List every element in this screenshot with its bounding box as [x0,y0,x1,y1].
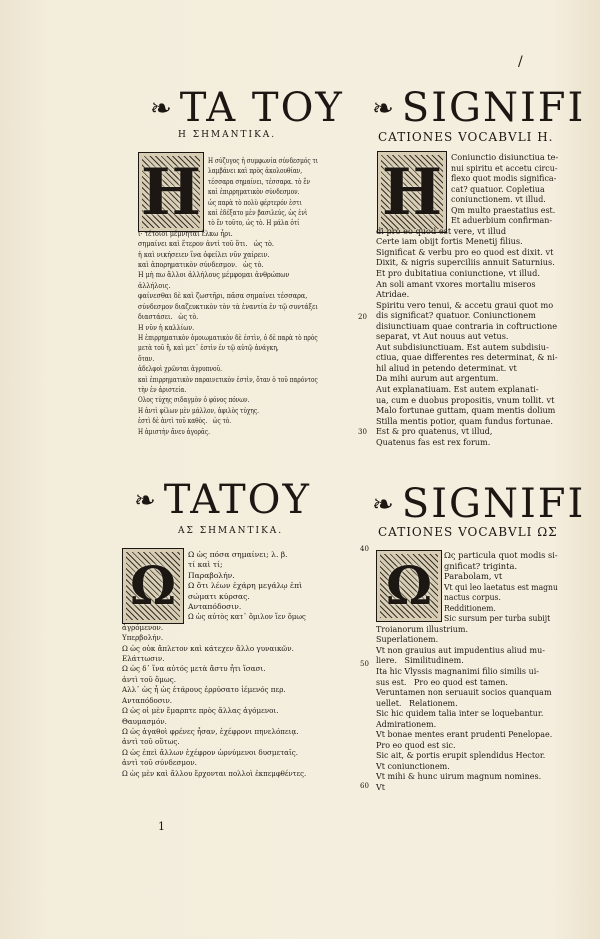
latin-text-bottom [376,551,572,794]
text-line: σώματι κύρσας. [188,591,250,601]
text-line: ἀδελφοὶ χρῶνται ἀγρυπνοῦ. [138,364,223,374]
greek-dropcap-top: Η [138,152,204,232]
text-line: φαίνεσθαι δὲ καὶ ζωστῆρι, πᾶσα σημαίνει τέσσαρα, [138,291,308,301]
text-line: Malo fortunae guttam, quam mentis dolium [376,406,556,417]
line-number: 40 [360,545,369,553]
text-line: uellet. Relationem. [376,698,458,709]
text-line: disiunctiuam quae contraria in coftructione [376,321,558,332]
text-line: Ανταπόδοσιν. [122,695,173,705]
text-line: ὡς παρὰ τὸ πολὺ φέρτερόν ἐστι [208,197,302,207]
text-line: σημαίνει καὶ ἕτερον ἀντὶ τοῦ ὅτι. ὡς τὸ. [138,239,274,249]
text-line: Atridae. [376,290,410,301]
text-line: Admirationem. [376,719,437,730]
text-line: Sic hic quidem talia inter se loquebantur. [376,709,544,720]
ornament-icon: ❧ [372,94,396,124]
latin-subheading-top: CATIONES VOCABVLI H. [378,130,554,144]
text-line: Qm multo praestatius est. [451,205,556,216]
text-line: Ω ὡς πόσα σημαίνει; λ. β. [188,550,288,559]
text-line: Vt non grauius aut impudentius aliud mu- [376,645,545,656]
text-line: dis significat? quatuor. Coniunctionem [376,311,536,322]
text-line: Da mihi aurum aut argentum. [376,374,499,385]
greek-text-bottom [122,550,323,779]
text-line: Certe iam obijt fortis Menetij filius. [376,237,523,248]
text-line: Sic sursum per turba subijt [444,614,551,625]
text-line: ctiua, quae differentes res determinat, & ni- [376,353,558,364]
ornament-icon: ❧ [372,490,396,520]
text-line: Ολος τύχης σιδαγμὸν ὁ φόνος πόνων. [138,395,250,405]
text-line: flexo quot modis significa- [451,174,557,185]
text-line: Ω ὡς οὐκ ἄπλετον καὶ κάτεχεν ἄλλο γυναικῶν. [122,643,294,653]
text-line: τὸ ἓν τοῦτο, ὡς τὸ. Η μάλα ὁτί [208,218,300,228]
text-line: καὶ ἑπιρρηματικὸν σύνδεσμον. [208,187,300,197]
line-number: 30 [358,428,367,436]
text-line: cat? quatuor. Copletiua [451,184,545,195]
text-line: Ως particula quot modis si- [444,551,558,561]
text-line: Η ἐπιρρηματικὸν ὁμοιωματικὸν δὲ ἐστὶν, ὁ δὲ παρὰ τὸ πρὸς [138,332,318,342]
text-line: ἡ καὶ νικήσειεν ἵνα ὀφείλει νῦν χαίρειν. [138,249,270,259]
text-line: Stilla mentis potior, quam fundus fortunae. [376,416,553,427]
text-line: Η ἀντὶ φίλων μὲν μάλλον, ἀφιλὸς τύχης. [138,405,259,415]
text-line: Θαυμασμόν. [122,716,167,726]
latin-dropcap-top: H [377,151,447,233]
ornament-icon: ❧ [134,486,158,516]
text-line: Ω ὡς μὲν καὶ ἄλλου ἔρχονται πολλοὶ ἐκπεμφθέντες. [122,768,307,778]
corner-mark: / [518,54,523,70]
greek-heading-bottom: ❧ TATOY [134,477,311,523]
text-line: Η ἀμιστὴν ἄνευ ἀγορᾶς. [138,426,210,436]
line-number: 60 [360,782,369,790]
text-line: Coniunctio disiunctiua te- [451,153,559,163]
text-line: nactus corpus. [444,593,501,604]
text-line: ι· τέτοιοι μέμνηται ἔλκω ἦρι. [138,228,233,238]
latin-heading-top: ❧ SIGNIFI [372,85,586,131]
text-line: Vt [376,783,385,794]
text-line: ἀντὶ τοῦ οὕτως. [122,737,180,747]
text-line: ἀλλήλοις. [138,280,171,290]
greek-subheading-top: Η ΣΗΜΑΝΤΙΚΑ. [178,130,277,140]
text-line: διαστάσει. ὡς τὸ. [138,312,199,322]
text-line: ἀντὶ τοῦ σύνδεσμον. [122,758,197,768]
text-line: Ω ὡς ἐπεὶ ἄλλων ἐχέφρον ὠρνύμενοι δυσμεταῖς. [122,747,299,757]
folio-mark: 1 [158,820,165,833]
latin-text-top [376,153,569,448]
text-line: Ω ὡς οἱ μὲν ἔμαρπτε πρὸς ἄλλας ἀγόμενοι. [122,706,279,716]
text-line: Υπερβολήν. [122,633,164,643]
text-line: Vt coniunctionem. [376,761,450,772]
line-number: 50 [360,660,369,668]
text-line: Ita hic Vlyssis magnanimi filio similis ui- [376,667,539,678]
text-line: Aut explanatiuam. Est autem explanati- [376,385,539,396]
text-line: Ω ὡς δ᾽ ἵνα αὐτός μετὰ ἄστυ ἦτι ἵσασι. [122,664,266,674]
text-line: Ελάττωσιν. [122,654,165,664]
latin-subheading-bottom: CATIONES VOCABVLI ΩΣ [378,525,558,539]
text-line: gnificat? triginta. [444,561,518,572]
text-line: Dixit, & nigris superciliis annuit Saturnius. [376,258,555,269]
text-line: liere. Similitudinem. [376,656,464,667]
text-line: σύνδεσμον διαζευκτικὸν τὸν τὰ ἐναντία ἐν τῷ συντάξει [138,301,318,311]
text-line: Η νῦν ἡ καλλίων. [138,322,195,332]
text-line: λαμβάνει καὶ πρὸς ἀκολουθίαν, [208,166,303,176]
greek-dropcap-bottom: Ω [122,548,184,624]
latin-dropcap-bottom: Ω [376,550,442,622]
greek-subheading-bottom: ΑΣ ΣΗΜΑΝΤΙΚΑ. [178,526,284,536]
text-line: Αλλ᾽ ὡς ἦ ὡς ἑτάρους ἐρρύσατο ἱέμενός περ. [122,685,286,695]
text-line: coniunctionem. vt illud. [451,195,546,206]
text-line: Significat & verbu pro eo quod est dixit. vt [376,247,554,258]
text-line: μετὰ τοῦ ἤ, καὶ μετ᾽ ἐστὶν ἐν τῷ αὐτῷ ἀνάγκη, [138,343,279,353]
text-line: ἐστὶ δὲ ἀντὶ τοῦ καθὸς. ὡς τὸ. [138,416,232,426]
greek-text-top [138,156,374,437]
text-line: Et aduerbium confirman- [451,216,553,227]
text-line: Pro eo quod est sic. [376,740,456,751]
text-line: τὴν ἐν ἀριστεία. [138,384,187,394]
text-line: ἀγρόμενον. [122,622,164,632]
text-line: Parabolam, vt [444,572,503,583]
text-line: τέσσαρα σημαίνει, τέσσαρα. τὸ ἓν [208,176,311,186]
text-line: Vt qui leo laetatus est magnu [444,582,558,593]
text-line: hil aliud in petendo determinat. vt [376,363,517,374]
text-line: Est & pro quatenus, vt illud, [376,427,493,438]
latin-heading-bottom: ❧ SIGNIFI [372,481,586,527]
text-line: ὅταν. [138,353,155,363]
text-line: Ω ὡς ἀγαθοὶ φρένες ἦσαν, ἐχέφρονι πηνελόπειᾳ. [122,726,299,736]
greek-heading-top: ❧ TA TOY [150,85,344,131]
text-line: Redditionem. [444,603,496,614]
text-line: An soli amant vxores mortaliu miseros [376,279,536,290]
text-line: Ανταπόδοσιν. [188,602,242,612]
text-line: Sic ait, & portis erupit splendidus Hector. [376,751,546,762]
text-line: Παραβολήν. [188,570,235,580]
text-line: Vt bonae mentes erant prudenti Penelopae. [376,730,553,741]
text-line: Veruntamen non seruauit socios quanquam [376,688,552,699]
text-line: ἀντὶ τοῦ ὅμως. [122,674,177,684]
text-line: Η μὴ πω ἄλλοι ἀλλήλους μέμφομαι ἀνθρώπων [138,270,290,280]
text-line: καὶ ἀπορηματικὸν σύνδεσμον. ὡς τὸ. [138,260,264,270]
text-line: ua, cum e duobus propositis, vnum tollit. vt [376,395,555,406]
text-line: Ω ὅτι λέων ἐχάρη μεγάλῳ ἐπὶ [188,581,303,591]
text-line: Et pro dubitatiua coniunctione, vt illud. [376,269,541,280]
text-line: Vt mihi & hunc uirum magnum nomines. [376,772,542,783]
text-line: nui spiritu et accetu circu- [451,163,558,174]
text-line: Spiritu vero tenui, & accetu graui quot mo [376,300,554,311]
text-line: Η σύζυγος ἡ συμφωνία σύνδεσμός τι [208,156,319,165]
line-number: 20 [358,313,367,321]
text-line: Ω ὡς αὐτὸς κατ᾽ ὅμιλον ἴεν ὅμως [188,612,306,622]
text-line: Aut subdisiunctiuam. Est autem subdisiu- [376,342,549,353]
text-line: sus est. Pro eo quod est tamen. [376,677,508,688]
text-line: Quatenus fas est rex forum. [376,437,491,448]
text-line: καὶ ἐπιρρηματικὸν παραινετικὸν ἐστὶν, ὅταν ὁ τοῦ παρόντος [138,374,318,384]
text-line: τί καὶ τί; [188,560,223,570]
text-line: Troianorum illustrium. [376,624,469,635]
text-line: separat, vt Aut nouus aut vetus. [376,332,509,343]
text-line: καὶ ἐδέξατο μὲν βασιλεύς, ὡς ἐνὶ [208,208,308,218]
text-line: Superlationem. [376,635,439,646]
text-line: di pro eo quod est vere, vt illud [376,226,507,237]
ornament-icon: ❧ [150,94,174,124]
